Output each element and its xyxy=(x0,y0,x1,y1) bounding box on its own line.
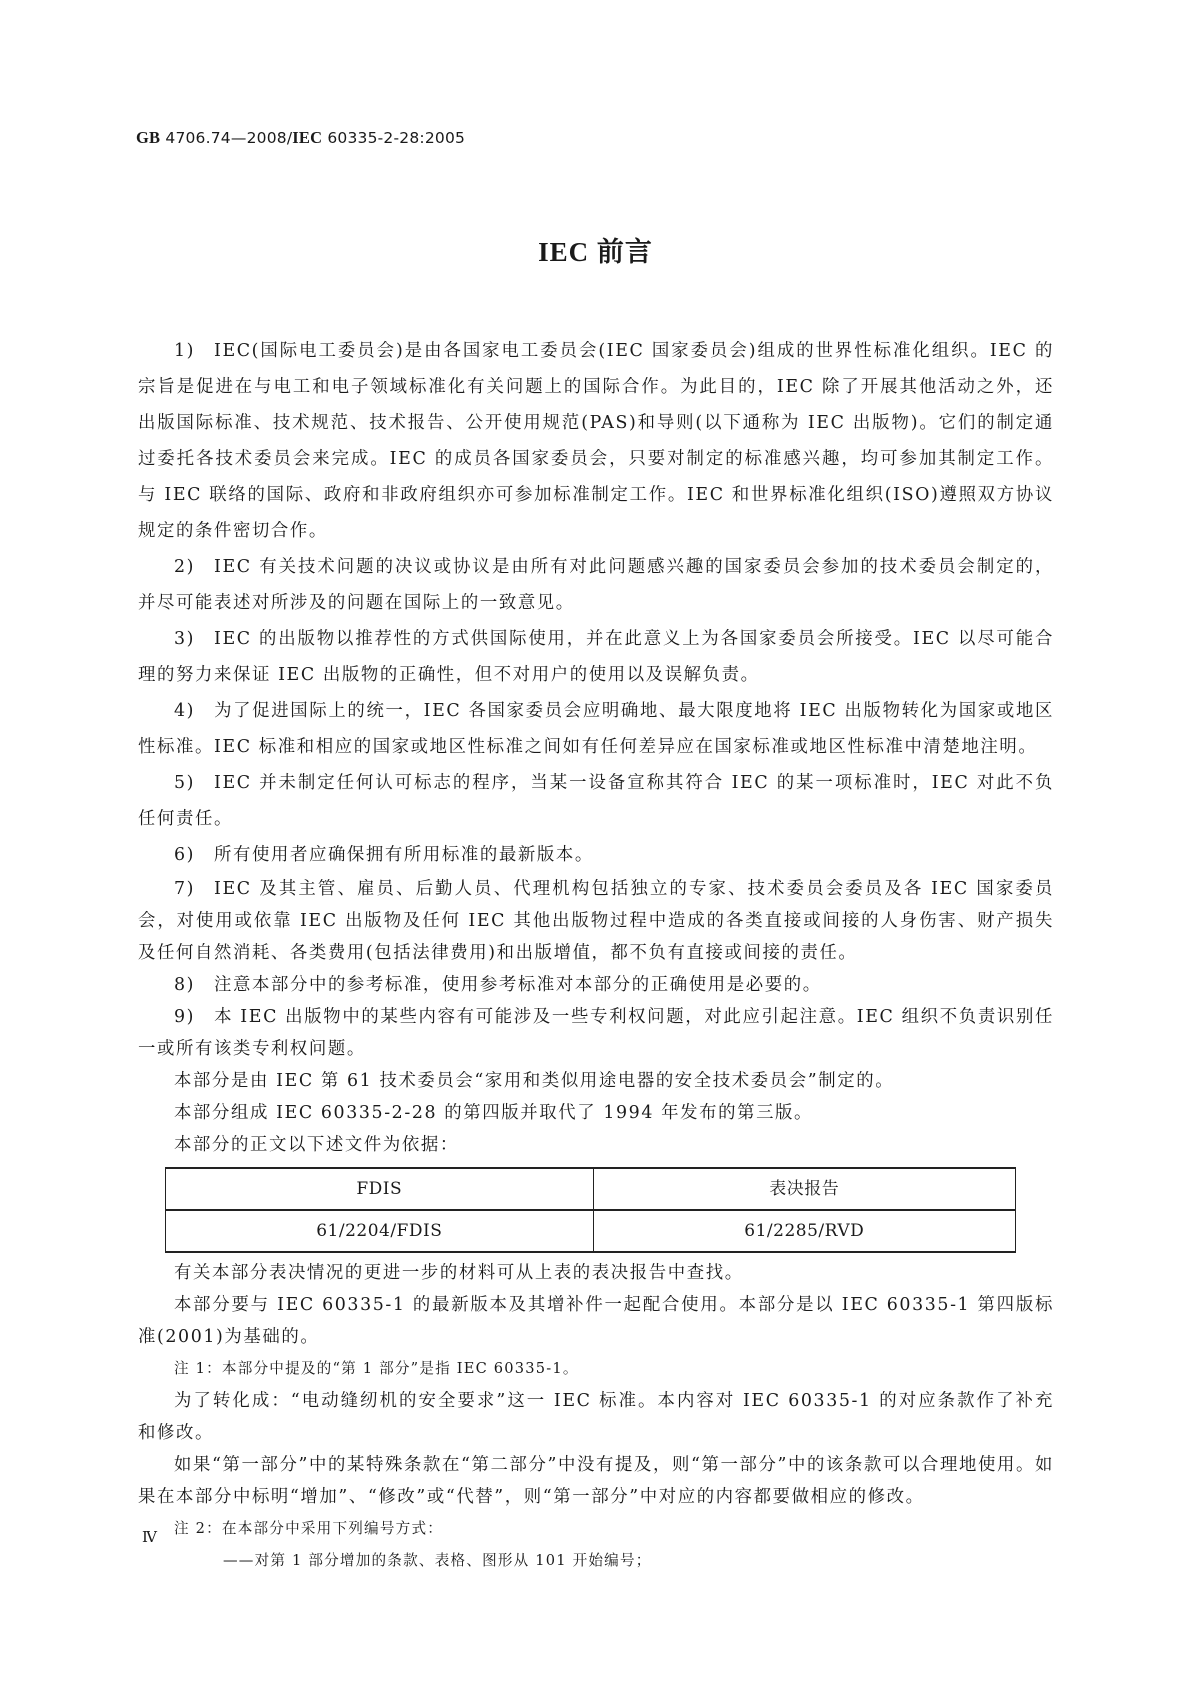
clause-9 xyxy=(138,1001,1054,1065)
clause-text: 为了促进国际上的统一，IEC 各国家委员会应明确地、最大限度地将 IEC 出版物转化为国家或地区性标准。IEC 标准和相应的国家或地区性标准之间如有任何差异应在国家标准或地区性标准中清楚地注明。 xyxy=(138,701,1054,757)
paragraph-conversion: 为了转化成：“电动缝纫机的安全要求”这一 IEC 标准。本内容对 IEC 60335-1 的对应条款作了补充和修改。 xyxy=(138,1391,1054,1443)
table-header-vote-report: 表决报告 xyxy=(593,1168,1015,1210)
clause-number: 5) xyxy=(174,773,196,793)
clause-text: 本 IEC 出版物中的某些内容有可能涉及一些专利权问题，对此应引起注意。IEC 组织不负责识别任一或所有该类专利权问题。 xyxy=(138,1007,1054,1059)
clause-3 xyxy=(138,621,1054,693)
document-body xyxy=(138,333,1054,1577)
header-iec-number: 60335-2-28:2005 xyxy=(322,129,466,147)
header-prefix: GB xyxy=(136,128,161,147)
note-1: 注 1：本部分中提及的“第 1 部分”是指 IEC 60335-1。 xyxy=(174,1360,579,1377)
paragraph-committee: 本部分是由 IEC 第 61 技术委员会“家用和类似用途电器的安全技术委员会”制定的。 xyxy=(174,1071,895,1091)
header-number: 4706.74—2008/ xyxy=(160,129,293,147)
table-header-row xyxy=(166,1168,1016,1210)
clause-number: 2) xyxy=(174,557,196,577)
page-title: IEC 前言 xyxy=(538,237,653,267)
table-row xyxy=(166,1210,1016,1252)
table-header-fdis: FDIS xyxy=(166,1168,594,1210)
clause-text: 所有使用者应确保拥有所用标准的最新版本。 xyxy=(214,845,594,865)
clause-text: IEC 并未制定任何认可标志的程序，当某一设备宣称其符合 IEC 的某一项标准时，IEC 对此不负任何责任。 xyxy=(138,773,1054,829)
voting-table xyxy=(165,1167,1016,1253)
clause-number: 8) xyxy=(174,975,196,995)
paragraph-part-reference: 如果“第一部分”中的某特殊条款在“第二部分”中没有提及，则“第一部分”中的该条款可以合理地使用。如果在本部分中标明“增加”、“修改”或“代替”，则“第一部分”中对应的内容都要做相应的修改。 xyxy=(138,1455,1054,1507)
table-cell-fdis: 61/2204/FDIS xyxy=(166,1210,594,1252)
note-2: 注 2：在本部分中采用下列编号方式： xyxy=(174,1520,444,1537)
table-cell-rvd: 61/2285/RVD xyxy=(593,1210,1015,1252)
clause-number: 9) xyxy=(174,1007,196,1027)
clause-number: 6) xyxy=(174,845,196,865)
paragraph-edition: 本部分组成 IEC 60335-2-28 的第四版并取代了 1994 年发布的第三版。 xyxy=(174,1103,814,1123)
clause-number: 1) xyxy=(174,341,196,361)
page-number: Ⅳ xyxy=(142,1530,157,1546)
note-2-item: ——对第 1 部分增加的条款、表格、图形从 101 开始编号； xyxy=(223,1552,652,1569)
clause-text: 注意本部分中的参考标准，使用参考标准对本部分的正确使用是必要的。 xyxy=(214,975,822,995)
clause-number: 7) xyxy=(174,879,196,899)
voting-table-wrapper xyxy=(165,1167,1016,1253)
clause-number: 4) xyxy=(174,701,196,721)
clause-text: IEC 有关技术问题的决议或协议是由所有对此问题感兴趣的国家委员会参加的技术委员会制定的，并尽可能表述对所涉及的问题在国际上的一致意见。 xyxy=(138,557,1054,613)
clause-text: IEC(国际电工委员会)是由各国家电工委员会(IEC 国家委员会)组成的世界性标准化组织。IEC 的宗旨是促进在与电工和电子领域标准化有关问题上的国际合作。为此目的，IEC 除了开展其他活动之外，还出版国际标准、技术规范、技术报告、公开使用规范(PAS)和导则(以下通称为 IEC 出版物)。它们的制定通过委托各技术委员会来完成。IEC 的成员各国家委员会，只要对制定的标准感兴趣，均可参加其制定工作。与 IEC 联络的国际、政府和非政府组织亦可参加标准制定工作。IEC 和世界标准化组织(ISO)遵照双方协议规定的条件密切合作。 xyxy=(138,341,1054,541)
clause-4 xyxy=(138,693,1054,765)
clause-text: IEC 的出版物以推荐性的方式供国际使用，并在此意义上为各国家委员会所接受。IEC 以尽可能合理的努力来保证 IEC 出版物的正确性，但不对用户的使用以及误解负责。 xyxy=(138,629,1054,685)
header-iec-label: IEC xyxy=(292,128,323,147)
clause-8 xyxy=(138,969,1054,1001)
clause-1 xyxy=(138,333,1054,549)
clause-text: IEC 及其主管、雇员、后勤人员、代理机构包括独立的专家、技术委员会委员及各 IEC 国家委员会，对使用或依靠 IEC 出版物及任何 IEC 其他出版物过程中造成的各类直接或间接的人身伤害、财产损失及任何自然消耗、各类费用(包括法律费用)和出版增值，都不负有直接或间接的责任。 xyxy=(138,879,1054,963)
clause-number: 3) xyxy=(174,629,196,649)
running-header xyxy=(136,128,465,148)
clause-5 xyxy=(138,765,1054,837)
paragraph-basis: 本部分的正文以下述文件为依据： xyxy=(174,1135,459,1155)
paragraph-usage: 本部分要与 IEC 60335-1 的最新版本及其增补件一起配合使用。本部分是以 IEC 60335-1 第四版标准(2001)为基础的。 xyxy=(138,1295,1054,1347)
paragraph-voting-info: 有关本部分表决情况的更进一步的材料可从上表的表决报告中查找。 xyxy=(174,1263,744,1283)
clause-2 xyxy=(138,549,1054,621)
clause-7 xyxy=(138,873,1054,969)
clause-6 xyxy=(138,837,1054,873)
